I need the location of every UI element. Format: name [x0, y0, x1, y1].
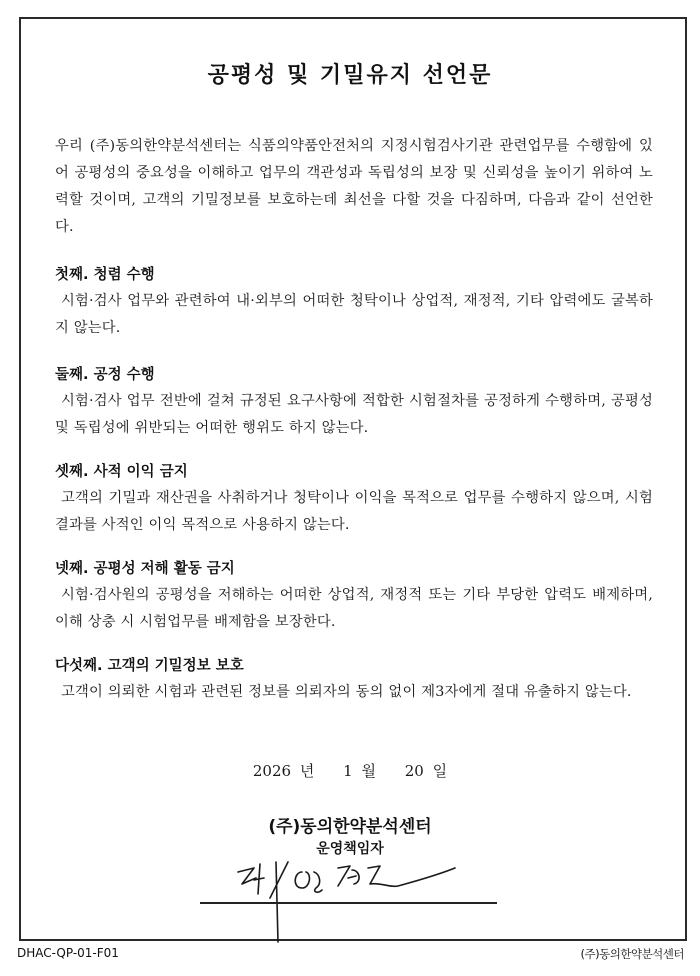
document-title: 공평성 및 기밀유지 선언문 — [207, 63, 493, 88]
section-body: 시험·검사 업무와 관련하여 내·외부의 어떠한 청탁이나 상업적, 재정적, 기타 압력에도 굴복하지 않는다. — [55, 293, 653, 336]
section-heading: 둘째. 공정 수행 — [55, 367, 155, 383]
section-4 — [55, 556, 655, 636]
organization-name: (주)동의한약분석센터 — [268, 817, 432, 837]
section-heading: 첫째. 청렴 수행 — [55, 267, 155, 283]
section-body: 고객이 의뢰한 시험과 관련된 정보를 의뢰자의 동의 없이 제3자에게 절대 유출하지 않는다. — [61, 684, 632, 700]
form-code: DHAC-QP-01-F01 — [17, 946, 119, 960]
section-body: 시험·검사원의 공평성을 저해하는 어떠한 상업적, 재정적 또는 기타 부당한 압력도 배제하며, 이해 상충 시 시험업무를 배제함을 보장한다. — [55, 587, 653, 630]
signature-line — [200, 902, 497, 904]
section-3 — [55, 459, 655, 539]
section-heading: 다섯째. 고객의 기밀정보 보호 — [55, 658, 244, 674]
section-5 — [55, 653, 655, 706]
declaration-date: 2026 년 1 월 20 일 — [252, 762, 448, 780]
section-2 — [55, 362, 655, 442]
section-1 — [55, 262, 655, 342]
handwritten-signature-icon — [230, 858, 470, 943]
footer-organization: (주)동의한약분석센터 — [580, 947, 684, 961]
section-body: 시험·검사 업무 전반에 걸쳐 규정된 요구사항에 적합한 시험절차를 공정하게 수행하며, 공평성 및 독립성에 위반되는 어떠한 행위도 하지 않는다. — [55, 393, 653, 436]
intro-paragraph: 우리 (주)동의한약분석센터는 식품의약품안전처의 지정시험검사기관 관련업무를 수행함에 있어 공평성의 중요성을 이해하고 업무의 객관성과 독립성의 보장 및 신뢰성을 높이기 위하여 노력할 것이며, 고객의 기밀정보를 보호하는데 최선을 다할 것을 다짐하며, 다음과 같이 선언한다. — [55, 138, 653, 235]
date-month: 1 — [343, 762, 353, 780]
section-heading: 넷째. 공평성 저해 활동 금지 — [55, 561, 235, 577]
section-heading: 셋째. 사적 이익 금지 — [55, 464, 188, 480]
signer-role: 운영책임자 — [316, 841, 384, 857]
section-body: 고객의 기밀과 재산권을 사취하거나 청탁이나 이익을 목적으로 업무를 수행하지 않으며, 시험결과를 사적인 이익 목적으로 사용하지 않는다. — [55, 490, 653, 533]
date-day: 20 — [404, 762, 424, 780]
date-year: 2026 — [252, 762, 292, 780]
